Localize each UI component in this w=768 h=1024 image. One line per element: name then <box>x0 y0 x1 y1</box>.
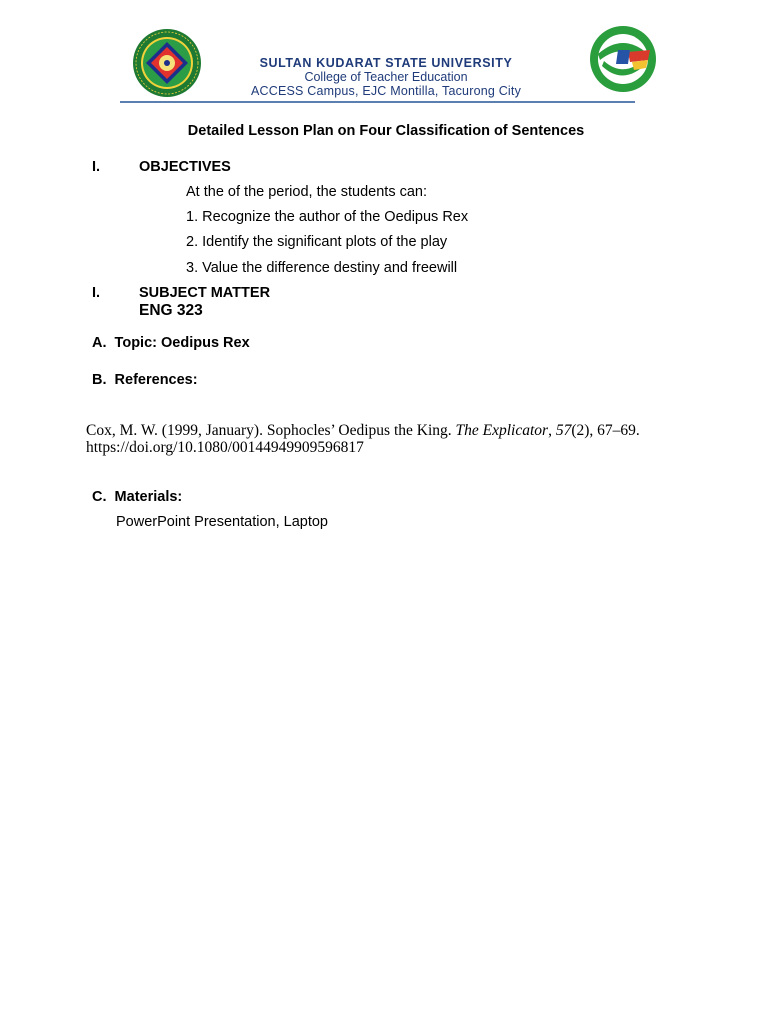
objective-item: 1. Recognize the author of the Oedipus Rex <box>186 209 469 225</box>
objectives-section-number: I. <box>92 159 101 175</box>
subject-matter-section-number: I. <box>92 285 101 301</box>
journal-volume: 57 <box>555 422 572 439</box>
references-heading: B. References: <box>92 372 198 388</box>
reference-separator: , <box>548 422 556 439</box>
topic-line: A. Topic: Oedipus Rex <box>92 335 250 351</box>
journal-title: The Explicator <box>455 422 549 439</box>
materials-heading: C. Materials: <box>92 489 183 505</box>
objectives-intro: At the of the period, the students can: <box>186 184 428 200</box>
header-divider <box>120 101 635 103</box>
reference-doi-link[interactable]: https://doi.org/10.1080/00144949909596817 <box>86 439 364 456</box>
reference-text: Cox, M. W. (1999, January). Sophocles’ Oedipus the King. <box>86 422 456 439</box>
materials-list: PowerPoint Presentation, Laptop <box>116 514 328 530</box>
objective-item: 2. Identify the significant plots of the play <box>186 234 448 250</box>
course-code: ENG 323 <box>139 302 203 319</box>
objectives-heading: OBJECTIVES <box>139 159 231 175</box>
campus-address: ACCESS Campus, EJC Montilla, Tacurong City <box>250 84 522 98</box>
reference-pages: (2), 67–69. <box>571 422 640 439</box>
objective-item: 3. Value the difference destiny and freewill <box>186 260 458 276</box>
college-name: College of Teacher Education <box>304 70 468 84</box>
university-name: SULTAN KUDARAT STATE UNIVERSITY <box>259 56 513 70</box>
reference-citation <box>86 422 640 440</box>
subject-matter-heading: SUBJECT MATTER <box>139 285 271 301</box>
document-title: Detailed Lesson Plan on Four Classification of Sentences <box>187 123 585 139</box>
